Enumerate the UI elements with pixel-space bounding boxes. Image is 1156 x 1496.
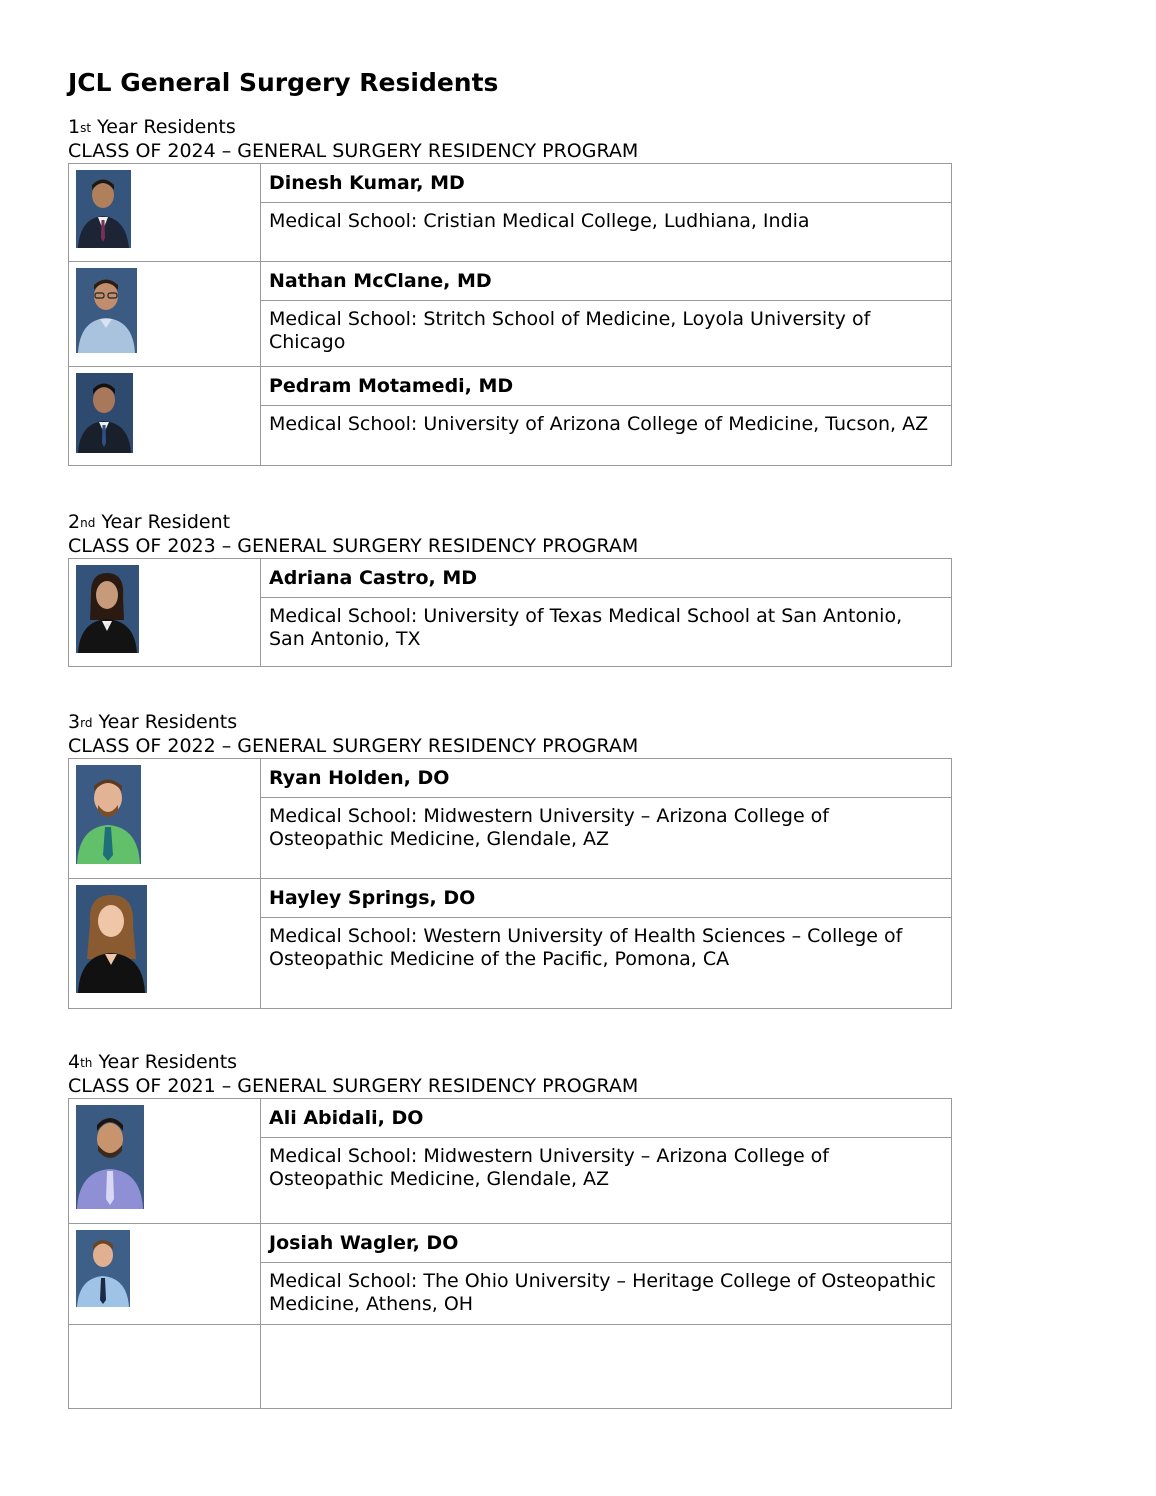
residents-table	[68, 758, 952, 1009]
resident-name: Nathan McClane, MD	[261, 262, 952, 301]
resident-name: Pedram Motamedi, MD	[261, 367, 952, 406]
resident-photo	[76, 170, 253, 248]
medical-school: Medical School: University of Texas Medical School at San Antonio, San Antonio, TX	[261, 598, 952, 667]
photo-cell	[69, 164, 261, 262]
table-row	[69, 1224, 952, 1263]
residents-table	[68, 558, 952, 667]
resident-name: Dinesh Kumar, MD	[261, 164, 952, 203]
section-first-year	[68, 115, 952, 466]
resident-photo	[76, 373, 253, 453]
table-row	[69, 759, 952, 798]
table-row	[69, 262, 952, 301]
photo-cell	[69, 1224, 261, 1325]
resident-name: Josiah Wagler, DO	[261, 1224, 952, 1263]
medical-school: Medical School: Midwestern University – Arizona College of Osteopathic Medicine, Glendale, AZ	[261, 1138, 952, 1224]
year-heading: 2nd Year Resident	[68, 511, 231, 533]
section-second-year	[68, 510, 952, 667]
resident-name: Adriana Castro, MD	[261, 559, 952, 598]
medical-school: Medical School: University of Arizona College of Medicine, Tucson, AZ	[261, 406, 952, 466]
section-fourth-year	[68, 1050, 952, 1409]
table-row-empty	[69, 1325, 952, 1409]
resident-photo	[76, 1230, 253, 1307]
table-row	[69, 164, 952, 203]
resident-photo	[76, 885, 253, 993]
resident-photo	[76, 765, 253, 864]
photo-cell	[69, 1099, 261, 1224]
resident-photo	[76, 268, 253, 353]
year-heading: 4th Year Residents	[68, 1051, 238, 1073]
table-row	[69, 559, 952, 598]
empty-cell	[261, 1325, 952, 1409]
year-heading: 1st Year Residents	[68, 116, 236, 138]
class-heading: CLASS OF 2022 – GENERAL SURGERY RESIDENCY PROGRAM	[68, 735, 639, 757]
photo-cell	[69, 367, 261, 466]
photo-cell	[69, 759, 261, 879]
table-row	[69, 1099, 952, 1138]
class-heading: CLASS OF 2021 – GENERAL SURGERY RESIDENCY PROGRAM	[68, 1075, 639, 1097]
table-row	[69, 879, 952, 918]
residents-table	[68, 1098, 952, 1409]
empty-cell	[69, 1325, 261, 1409]
medical-school: Medical School: Stritch School of Medicine, Loyola University of Chicago	[261, 301, 952, 367]
resident-photo	[76, 565, 253, 653]
photo-cell	[69, 879, 261, 1009]
medical-school: Medical School: Western University of Health Sciences – College of Osteopathic Medicine of the Pacific, Pomona, CA	[261, 918, 952, 1009]
year-heading: 3rd Year Residents	[68, 711, 238, 733]
photo-cell	[69, 262, 261, 367]
page-title: JCL General Surgery Residents	[68, 68, 499, 97]
class-heading: CLASS OF 2024 – GENERAL SURGERY RESIDENCY PROGRAM	[68, 140, 639, 162]
resident-name: Ryan Holden, DO	[261, 759, 952, 798]
medical-school: Medical School: Midwestern University – Arizona College of Osteopathic Medicine, Glendale, AZ	[261, 798, 952, 879]
medical-school: Medical School: Cristian Medical College, Ludhiana, India	[261, 203, 952, 262]
section-third-year	[68, 710, 952, 1009]
resident-name: Hayley Springs, DO	[261, 879, 952, 918]
residents-table	[68, 163, 952, 466]
class-heading: CLASS OF 2023 – GENERAL SURGERY RESIDENCY PROGRAM	[68, 535, 639, 557]
medical-school: Medical School: The Ohio University – Heritage College of Osteopathic Medicine, Athens, OH	[261, 1263, 952, 1325]
resident-name: Ali Abidali, DO	[261, 1099, 952, 1138]
resident-photo	[76, 1105, 253, 1209]
table-row	[69, 367, 952, 406]
photo-cell	[69, 559, 261, 667]
